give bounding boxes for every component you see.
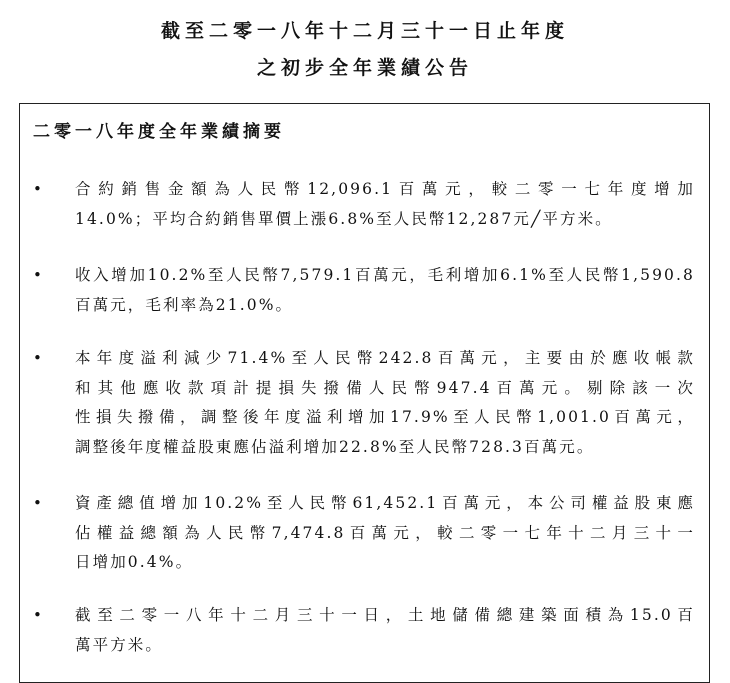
summary-item-2 (75, 261, 695, 320)
summary-line: 資產總值增加10.2%至人民幣61,452.1百萬元，本公司權益股東應 (75, 494, 695, 512)
bullet-marker: • (33, 180, 42, 198)
summary-line: 收入增加10.2%至人民幣7,579.1百萬元，毛利增加6.1%至人民幣1,590.8 (75, 266, 695, 284)
summary-item-4 (75, 489, 695, 578)
summary-item-3 (75, 344, 695, 462)
summary-line: 性損失撥備，調整後年度溢利增加17.9%至人民幣1,001.0百萬元， (75, 408, 695, 426)
bullet-marker: • (33, 266, 42, 284)
summary-line: 佔權益總額為人民幣7,474.8百萬元，較二零一七年十二月三十一 (75, 523, 695, 542)
bullet-marker: • (33, 494, 42, 512)
bullet-marker: • (33, 606, 42, 624)
summary-line: 14.0%；平均合約銷售單價上漲6.8%至人民幣12,287元╱平方米。 (75, 209, 613, 228)
summary-item-5 (75, 601, 695, 660)
summary-line: 調整後年度權益股東應佔溢利增加22.8%至人民幣728.3百萬元。 (75, 437, 595, 456)
bullet-marker: • (33, 349, 42, 367)
summary-line: 本年度溢利減少71.4%至人民幣242.8百萬元，主要由於應收帳款 (75, 349, 695, 367)
summary-line: 萬平方米。 (75, 635, 164, 654)
summary-item-1 (75, 175, 695, 234)
summary-heading: 二零一八年度全年業績摘要 (33, 122, 285, 142)
summary-line: 日增加0.4%。 (75, 553, 194, 571)
summary-line: 和其他應收款項計提損失撥備人民幣947.4百萬元。剔除該一次 (75, 378, 695, 397)
summary-line: 合約銷售金額為人民幣12,096.1百萬元，較二零一七年度增加 (75, 180, 695, 198)
summary-line: 截至二零一八年十二月三十一日，土地儲備總建築面積為15.0百 (75, 606, 695, 624)
document-subtitle: 之初步全年業績公告 (256, 57, 473, 79)
document-title: 截至二零一八年十二月三十一日止年度 (160, 20, 569, 42)
summary-line: 百萬元，毛利率為21.0%。 (75, 295, 294, 314)
